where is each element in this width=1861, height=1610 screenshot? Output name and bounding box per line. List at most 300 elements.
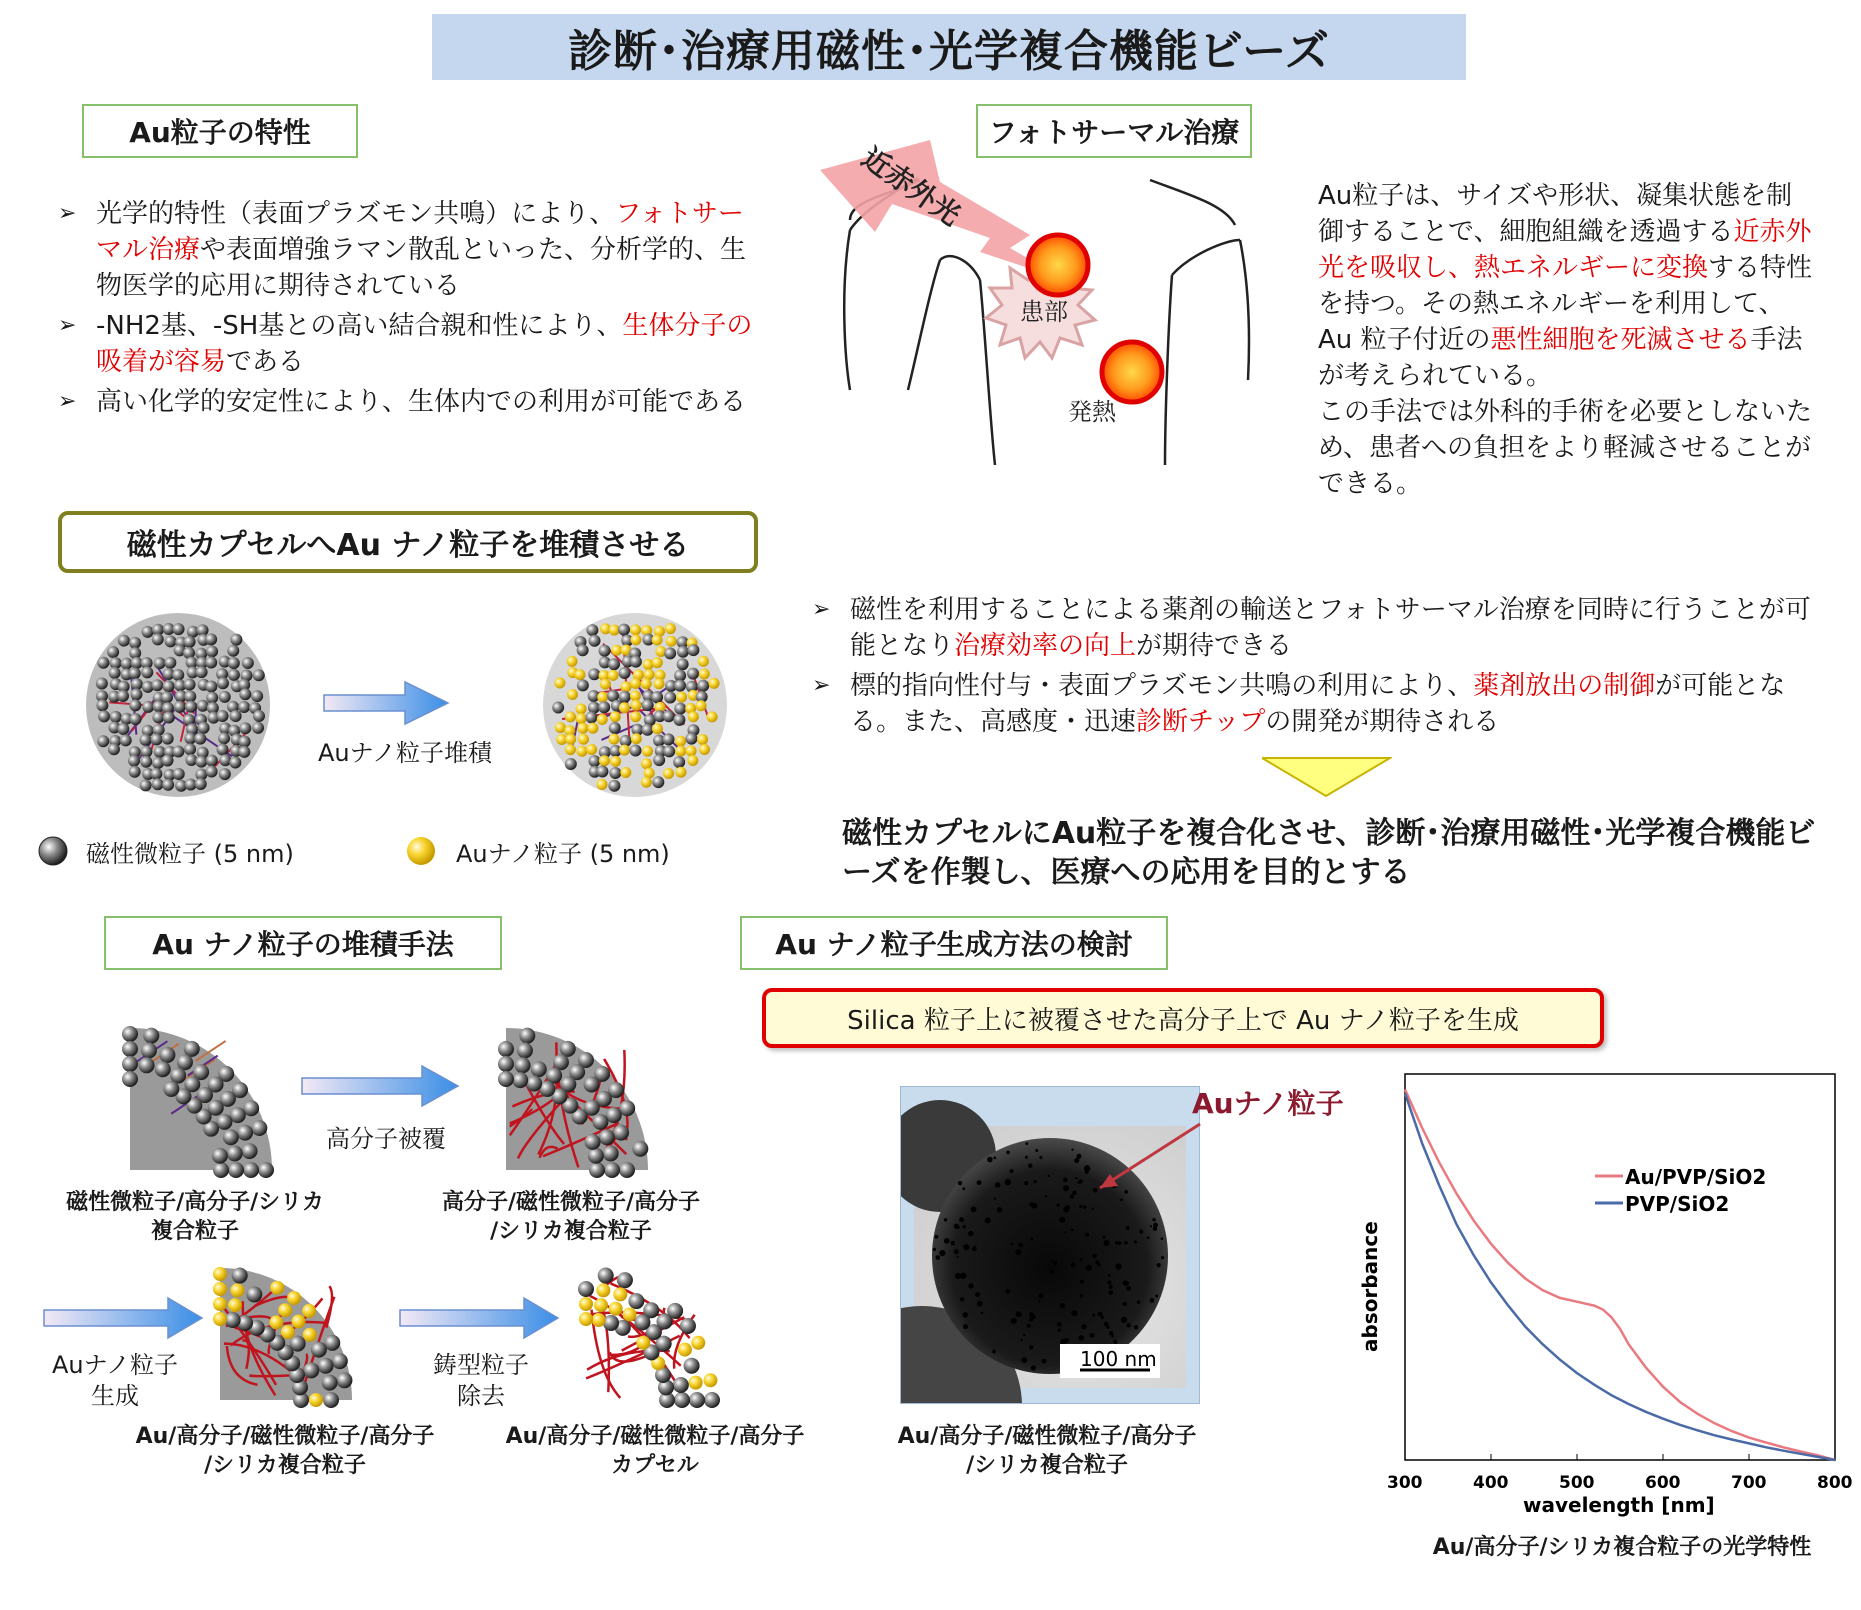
magnetic-particle (163, 1081, 179, 1097)
magnetic-particle (243, 1162, 259, 1178)
magnetic-particle (588, 1148, 604, 1164)
tem-annotation-arrow-icon (1090, 1110, 1220, 1200)
magnetic-particle (598, 1268, 614, 1284)
magnetic-particle (252, 722, 264, 734)
magnetic-particle (161, 754, 173, 766)
au-dot (954, 1224, 959, 1229)
magnetic-particle (552, 702, 564, 714)
magnetic-particle (223, 1129, 239, 1145)
au-dot (1103, 1236, 1106, 1239)
magnetic-particle (173, 623, 185, 635)
au-dot (954, 1249, 959, 1254)
magnetic-particle (227, 1145, 243, 1161)
magnetic-particle (663, 745, 675, 757)
au-nanoparticle (686, 745, 697, 756)
magnetic-particle (598, 701, 610, 713)
highlight: 治療効率の向上 (954, 631, 1137, 661)
magnetic-particle (685, 733, 697, 745)
au-nanoparticle (600, 679, 611, 690)
au-nanoparticle (696, 700, 707, 711)
magnetic-particle (230, 710, 242, 722)
au-dot (1134, 1325, 1138, 1329)
magnetic-particle (674, 1392, 690, 1408)
magnetic-particle (162, 733, 174, 745)
magnetic-particle (237, 1125, 253, 1141)
magnetic-particle (311, 1342, 327, 1358)
magnetic-particle (498, 1056, 514, 1072)
au-dot (1161, 1256, 1164, 1259)
magnetic-particle (592, 1114, 608, 1130)
au-nanoparticle (630, 690, 641, 701)
magnetic-particle (680, 1318, 696, 1334)
au-nanoparticle (554, 678, 565, 689)
magnetic-particle (155, 1061, 171, 1077)
au-nanoparticle (586, 744, 597, 755)
highlight: 近赤外光を吸収し、熱エネルギーに変換 (1318, 217, 1812, 283)
magnetic-particle (109, 667, 121, 679)
text: Au粒子は、サイズや形状、凝集状態を制御することで、細胞組織を透過する (1318, 181, 1793, 247)
magnetic-particle (239, 736, 251, 748)
au-nanoparticle (698, 656, 709, 667)
au-dot (1058, 1329, 1061, 1332)
au-dot (1072, 1191, 1076, 1195)
au-dot (1056, 1203, 1059, 1206)
au-nanoparticle (592, 1313, 606, 1327)
x-tick-label: 400 (1473, 1473, 1509, 1493)
magnetic-particle (609, 722, 621, 734)
magnetic-particle (608, 780, 620, 792)
magnetic-particle (172, 669, 184, 681)
au-nanoparticle (652, 723, 663, 734)
au-dot (1071, 1228, 1074, 1231)
magnetic-particle (162, 779, 174, 791)
magnetic-particle (599, 645, 611, 657)
au-dot (960, 1273, 966, 1279)
magnetic-particle (630, 656, 642, 668)
magnetic-particle (130, 713, 142, 725)
au-nanoparticle (597, 714, 608, 725)
au-dot (1053, 1261, 1057, 1265)
magnetic-particle (131, 678, 143, 690)
au-nanoparticle (709, 678, 720, 689)
x-tick-label: 300 (1387, 1473, 1423, 1493)
au-dot (1092, 1254, 1096, 1258)
spectrum-caption: Au/高分子/シリカ複合粒子の光学特性 (1432, 1535, 1812, 1560)
au-nanoparticle (699, 669, 710, 680)
au-dot (1063, 1185, 1069, 1191)
au-dot (1010, 1243, 1013, 1246)
au-dot (962, 1225, 965, 1228)
au-dot (1085, 1170, 1089, 1174)
au-dot (1115, 1263, 1121, 1269)
au-dot (1153, 1223, 1158, 1228)
benefit-delivery (812, 592, 1822, 664)
au-dot (1147, 1236, 1150, 1239)
au-dot (959, 1217, 964, 1222)
magnetic-particle (663, 710, 675, 722)
au-dot (1085, 1233, 1089, 1237)
x-tick-label: 600 (1645, 1473, 1681, 1493)
au-dot (1137, 1300, 1141, 1304)
au-nanoparticle (643, 659, 654, 670)
au-nanoparticle (230, 1283, 244, 1297)
au-dot (1092, 1314, 1095, 1317)
magnetic-particle (184, 743, 196, 755)
au-dot (1152, 1218, 1155, 1221)
heat-particle-icon (1028, 235, 1088, 295)
magnetic-particle (173, 768, 185, 780)
au-nanoparticle (688, 711, 699, 722)
au-dot (1126, 1226, 1130, 1230)
au-dot (1092, 1208, 1094, 1210)
au-nanoparticle (303, 1328, 317, 1342)
generation-header: Au ナノ粒子生成方法の検討 (740, 916, 1168, 970)
magnetic-particle (228, 669, 240, 681)
au-nanoparticle (609, 734, 620, 745)
au-dot (944, 1238, 950, 1244)
deposition-header: Au ナノ粒子の堆積手法 (104, 916, 502, 970)
magnetic-particle (118, 635, 130, 647)
magnetic-particle (663, 733, 675, 745)
magnetic-particle (577, 644, 589, 656)
text: この手法では外科的手術を必要としないため、患者への負担をより軽減させることができる。 (1318, 397, 1813, 499)
absorbance-chart (1355, 1060, 1855, 1520)
magnetic-particle (258, 1162, 274, 1178)
au-nanoparticle (596, 1283, 610, 1297)
au-nanoparticle (689, 1376, 703, 1390)
au-nanoparticle (675, 746, 686, 757)
legend-label-pvp: PVP/SiO2 (1625, 1192, 1730, 1216)
au-nanoparticle (663, 768, 674, 779)
magnetic-particle (673, 714, 685, 726)
au-nanoparticle (652, 635, 663, 646)
au-dot (968, 1283, 973, 1288)
au-nanoparticle (281, 1325, 295, 1339)
step1-caption: 磁性微粒子/高分子/シリカ 複合粒子 (66, 1190, 324, 1244)
magnetic-particle (664, 647, 676, 659)
benefit-targeting (812, 668, 1822, 740)
text: や表面増強ラマン散乱といった、分析学的、生物医学的応用に期待されている (96, 235, 747, 301)
photothermal-description (1318, 178, 1818, 502)
au-dot (987, 1157, 993, 1163)
magnetic-particle (212, 1148, 228, 1164)
au-dot (1107, 1280, 1111, 1284)
au-dot (1071, 1310, 1077, 1316)
magnetic-particle (628, 1293, 644, 1309)
au-dot (1029, 1312, 1034, 1317)
magnetic-particle (242, 1143, 258, 1159)
magnetic-particle (122, 1041, 138, 1057)
magnetic-particle (674, 680, 686, 692)
magnetic-particle (517, 1042, 533, 1058)
au-dot (1079, 1205, 1082, 1208)
au-nanoparticle (630, 711, 641, 722)
magnetic-particle-legend-icon (36, 834, 70, 868)
au-nanoparticle (631, 733, 642, 744)
au-nanoparticle (608, 670, 619, 681)
au-dot (1024, 1181, 1028, 1185)
au-dot (962, 1187, 965, 1190)
au-nanoparticle (619, 702, 630, 713)
magnetic-particle (653, 754, 665, 766)
au-dot (1016, 1311, 1022, 1317)
magnetic-particle (159, 1047, 175, 1063)
magnetic-particle (107, 646, 119, 658)
plot-frame (1405, 1074, 1835, 1460)
magnetic-particle (318, 1358, 334, 1374)
au-dot (1071, 1148, 1073, 1150)
au-dot (1030, 1238, 1033, 1241)
magnetic-particle (588, 668, 600, 680)
magnetic-particle (184, 679, 196, 691)
heat-label: 発熱 (1068, 398, 1116, 426)
magnetic-particle (197, 700, 209, 712)
y-axis-label: absorbance (1358, 1221, 1382, 1352)
au-dot (1045, 1195, 1047, 1197)
magnetic-particle (130, 688, 142, 700)
au-dot (977, 1180, 982, 1185)
magnetic-particle (206, 692, 218, 704)
au-nanoparticle (666, 636, 677, 647)
au-properties-header: Au粒子の特性 (82, 104, 358, 158)
step2-caption: 高分子/磁性微粒子/高分子 /シリカ複合粒子 (441, 1190, 701, 1244)
au-dot (981, 1312, 984, 1315)
au-dot (1039, 1156, 1042, 1159)
au-dot (1071, 1263, 1075, 1267)
magnetic-particle (122, 1071, 138, 1087)
au-nanoparticle (630, 678, 641, 689)
text: 手法が考えられている。 (1318, 325, 1803, 391)
au-dot (1057, 1322, 1062, 1327)
au-nanoparticle (630, 624, 641, 635)
au-nanoparticle (575, 669, 586, 680)
au-nanoparticle (587, 723, 598, 734)
au-dot (1079, 1179, 1083, 1183)
au-nanoparticle (578, 734, 589, 745)
au-dot (1126, 1323, 1130, 1327)
au-dot (1021, 1357, 1027, 1363)
au-nanoparticle (567, 689, 578, 700)
au-dot (1039, 1293, 1044, 1298)
magnetic-particle (141, 666, 153, 678)
magnetic-particle (196, 666, 208, 678)
magnetic-particle (129, 766, 141, 778)
au-dot (1121, 1317, 1127, 1323)
deposit-arrow (324, 682, 448, 724)
au-dot (1051, 1260, 1053, 1262)
au-nanoparticle (555, 722, 566, 733)
au-nanoparticle (269, 1315, 283, 1329)
au-dot (1111, 1335, 1114, 1338)
magnetic-particle (239, 688, 251, 700)
magnetic-particle (184, 636, 196, 648)
magnetic-particle (613, 1125, 629, 1141)
highlight: 悪性細胞を死滅させる (1490, 325, 1751, 355)
magnetic-particle (697, 680, 709, 692)
au-nanoparticle (597, 779, 608, 790)
au-dot (1124, 1241, 1128, 1245)
magnetic-particle (185, 754, 197, 766)
text: 標的指向性付与・表面プラズモン共鳴の利用により、 (850, 671, 1474, 701)
au-dot (997, 1207, 1003, 1213)
magnetic-particle (238, 701, 250, 713)
au-dot (957, 1256, 959, 1258)
au-dot (1078, 1335, 1084, 1341)
text: が可能となる。また、高感度・迅速 (850, 671, 1786, 737)
au-dot (1108, 1290, 1113, 1295)
au-nanoparticle (642, 746, 653, 757)
au-dot (963, 1244, 969, 1250)
template-removal-arrow-label: 鋳型粒子 除去 (433, 1351, 529, 1410)
magnetic-particle (498, 1041, 514, 1057)
magnetic-particle (596, 766, 608, 778)
magnetic-particle (634, 1314, 650, 1330)
magnetic-particle (673, 756, 685, 768)
magnetic-particle (205, 633, 217, 645)
magnetic-particle (651, 691, 663, 703)
au-dot (1031, 1203, 1037, 1209)
au-dot (1157, 1263, 1161, 1267)
au-dot (1139, 1230, 1143, 1234)
legend-magnetic: 磁性微粒子 (5 nm) (86, 840, 294, 868)
au-dot (1161, 1237, 1164, 1240)
magnetic-particle (228, 1162, 244, 1178)
au-dot (1025, 1156, 1028, 1159)
magnetic-particle (195, 778, 207, 790)
au-dot (1095, 1260, 1099, 1264)
text: -NH2基、-SH基との高い結合親和性により、 (96, 311, 623, 341)
au-nanoparticle (599, 755, 610, 766)
au-nanoparticle (610, 711, 621, 722)
magnetic-particle (161, 691, 173, 703)
magnetic-particle (664, 692, 676, 704)
magnetic-particle (152, 633, 164, 645)
au-nanoparticle (707, 711, 718, 722)
tumor-label: 患部 (1020, 298, 1068, 326)
au-nanoparticle (697, 734, 708, 745)
magnetic-particle (619, 667, 631, 679)
text: の開発が期待される (1265, 707, 1500, 737)
au-nanoparticle (665, 623, 676, 634)
magnetic-particle (142, 701, 154, 713)
au-nanoparticle (228, 1298, 242, 1312)
au-dot (1155, 1295, 1158, 1298)
text: である (226, 347, 305, 377)
au-nanoparticle (213, 1282, 227, 1296)
au-dot (1025, 1142, 1028, 1145)
au-dot (1027, 1324, 1031, 1328)
magnetic-particle (172, 746, 184, 758)
au-dot (1075, 1177, 1077, 1179)
magnetic-particle (206, 645, 218, 657)
au-dot (1018, 1243, 1023, 1248)
au-nanoparticle (641, 777, 652, 788)
magnetic-particle (219, 754, 231, 766)
magnetic-particle (151, 679, 163, 691)
magnetic-particle (585, 1134, 601, 1150)
magnetic-particle (198, 722, 210, 734)
magnetic-particle (98, 710, 110, 722)
text: する特性を持つ。その熱エネルギーを利用して、Au 粒子付近の (1318, 253, 1813, 355)
magnetic-particle (140, 779, 152, 791)
au-dot (1149, 1298, 1154, 1303)
au-nanoparticle (270, 1281, 284, 1295)
au-nanoparticle (630, 634, 641, 645)
highlight: フォトサーマル治療 (96, 199, 744, 265)
photothermal-diagram (820, 140, 1270, 470)
magnetic-particle (584, 1076, 600, 1092)
au-dot (1063, 1178, 1068, 1183)
au-dot (1034, 1180, 1037, 1183)
au-dot (933, 1248, 936, 1251)
magnetic-particle (677, 646, 689, 658)
au-dot (1134, 1240, 1137, 1243)
magnetic-particle (585, 711, 597, 723)
au-nanoparticle (652, 657, 663, 668)
au-dot (1029, 1345, 1033, 1349)
magnetic-particle (323, 1392, 339, 1408)
legend-au: Auナノ粒子 (5 nm) (456, 840, 670, 868)
au-nanoparticle (676, 692, 687, 703)
magnetic-particle (577, 679, 589, 691)
au-dot (974, 1246, 977, 1249)
magnetic-particle (117, 690, 129, 702)
magnetic-particle (128, 755, 140, 767)
au-dot (1080, 1294, 1083, 1297)
magnetic-particle (185, 701, 197, 713)
magnetic-particle (184, 690, 196, 702)
au-nanoparticle (699, 744, 710, 755)
au-dot (985, 1217, 991, 1223)
au-dot (1060, 1303, 1065, 1308)
magnetic-particle (164, 635, 176, 647)
au-nanoparticle (678, 1343, 692, 1357)
au-dot (975, 1292, 980, 1297)
highlight: 診断チップ (1136, 707, 1266, 737)
text: 光学的特性（表面プラズモン共鳴）により、 (96, 199, 616, 229)
au-dot (1015, 1249, 1021, 1255)
magnetic-particle (205, 681, 217, 693)
au-dot (1011, 1318, 1017, 1324)
page-title: 診断･治療用磁性･光学複合機能ビーズ (432, 14, 1466, 80)
au-dot (1006, 1151, 1010, 1155)
magnetic-particle (512, 1072, 528, 1088)
magnetic-particle (218, 732, 230, 744)
au-nanoparticle (278, 1303, 292, 1317)
magnetic-particle (674, 703, 686, 715)
magnetic-particle (604, 1162, 620, 1178)
magnetic-particle (110, 711, 122, 723)
au-nanoparticle (579, 1312, 593, 1326)
x-tick-label: 700 (1731, 1473, 1767, 1493)
magnetic-particle (143, 1028, 159, 1044)
magnetic-particle (225, 1312, 241, 1328)
au-dot (963, 1312, 968, 1317)
magnetic-particle (515, 1057, 531, 1073)
au-nanoparticle (611, 645, 622, 656)
magnetic-particle (242, 657, 254, 669)
magnetic-particle (206, 766, 218, 778)
au-property-stability (58, 384, 758, 420)
au-particle-legend-icon (404, 834, 438, 868)
capsule-header: 磁性カプセルへAu ナノ粒子を堆積させる (58, 511, 758, 573)
magnetic-particle (117, 723, 129, 735)
magnetic-particle (586, 624, 598, 636)
magnetic-particle (578, 1281, 594, 1297)
down-arrow-icon (1262, 756, 1392, 798)
magnetic-particle (531, 1061, 547, 1077)
au-nanoparticle (565, 744, 576, 755)
